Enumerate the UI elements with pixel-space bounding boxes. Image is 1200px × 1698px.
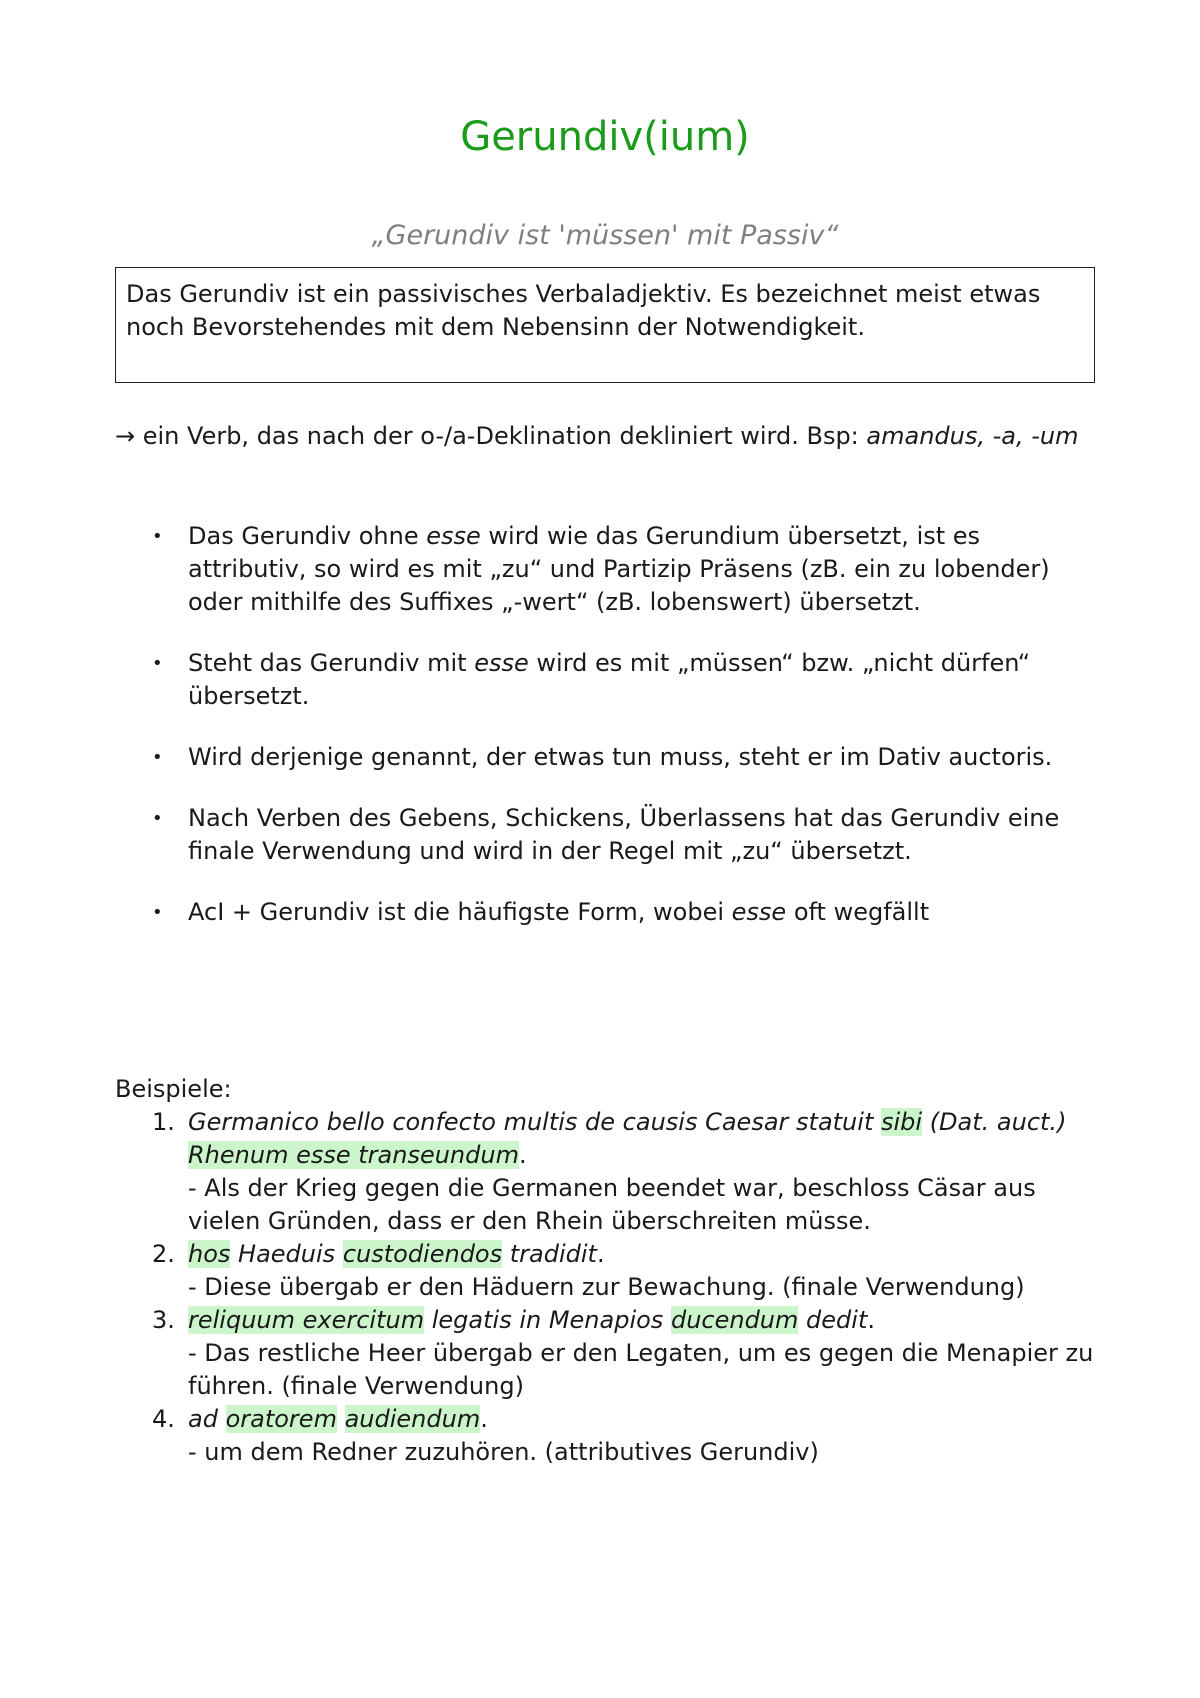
highlighted-term: custodiendos <box>342 1240 503 1268</box>
bullet-icon: • <box>152 902 163 923</box>
example-item <box>115 1403 1095 1469</box>
text-segment: tradidit <box>502 1240 597 1268</box>
example-number: 1. <box>152 1108 175 1136</box>
text-segment: oft wegfällt <box>786 898 930 926</box>
definition-text: Das Gerundiv ist ein passivisches Verbaladjektiv. Es bezeichnet meist etwas noch Bevorstehendes mit dem Nebensinn der Notwendigkeit. <box>126 280 1041 341</box>
text-segment: Steht das Gerundiv mit <box>188 649 475 677</box>
example-item <box>115 1238 1095 1304</box>
rule-item <box>115 520 1095 619</box>
example-number: 3. <box>152 1306 175 1334</box>
highlighted-term: ducendum <box>670 1306 799 1334</box>
rule-item <box>115 896 1095 929</box>
text-segment: esse <box>731 898 787 926</box>
text-segment: wird es mit „müssen“ bzw. „nicht dürfen“ übersetzt. <box>188 649 1031 710</box>
text-segment: esse <box>474 649 529 677</box>
examples-list <box>115 1106 1095 1469</box>
example-latin <box>188 1304 1095 1337</box>
text-segment: (Dat. auct.) <box>922 1108 1067 1136</box>
definition-box <box>115 267 1095 383</box>
text-segment: . <box>480 1405 488 1433</box>
example-latin <box>188 1403 1095 1436</box>
bullet-icon: • <box>152 808 163 829</box>
text-segment: ad <box>188 1405 226 1433</box>
text-segment: . <box>518 1141 527 1169</box>
text-segment: Nach Verben des Gebens, Schickens, Überlassens hat das Gerundiv eine finale Verwendung und wird in der Regel mit „zu“ übersetzt. <box>188 804 1060 865</box>
rule-item <box>115 802 1095 868</box>
bullet-icon: • <box>152 653 163 674</box>
highlighted-term: reliquum exercitum <box>188 1306 425 1334</box>
text-segment: esse <box>426 522 481 550</box>
bullet-icon: • <box>152 526 163 547</box>
text-segment: . <box>867 1306 875 1334</box>
arrow-icon: → <box>115 422 136 450</box>
example-number: 4. <box>152 1405 175 1433</box>
text-segment: Das Gerundiv ohne <box>188 522 427 550</box>
text-segment: legatis in Menapios <box>424 1306 671 1334</box>
text-segment: Wird derjenige genannt, der etwas tun muss, steht er im Dativ auctoris. <box>188 743 1053 771</box>
example-translation: - Als der Krieg gegen die Germanen beendet war, beschloss Cäsar aus vielen Gründen, dass er den Rhein überschreiten müsse. <box>188 1174 1036 1235</box>
page-title: Gerundiv(ium) <box>460 114 750 160</box>
example-latin <box>188 1238 1095 1271</box>
highlighted-term: audiendum <box>344 1405 481 1433</box>
text-segment: Haeduis <box>230 1240 343 1268</box>
bullet-icon: • <box>152 747 163 768</box>
text-segment: AcI + Gerundiv ist die häufigste Form, wobei <box>188 898 732 926</box>
page-subtitle: „Gerundiv ist 'müssen' mit Passiv“ <box>371 220 839 251</box>
example-number: 2. <box>152 1240 175 1268</box>
examples-heading: Beispiele: <box>115 1075 232 1103</box>
example-item <box>115 1304 1095 1403</box>
highlighted-term: hos <box>188 1240 231 1268</box>
text-segment: Germanico bello confecto multis de causis Caesar statuit <box>188 1108 881 1136</box>
rules-list <box>115 520 1095 957</box>
text-segment <box>337 1405 345 1433</box>
example-item <box>115 1106 1095 1238</box>
deklination-example: amandus, -a, -um <box>866 422 1079 450</box>
examples-section <box>115 1073 1095 1469</box>
text-segment: dedit <box>798 1306 868 1334</box>
deklination-paragraph <box>115 420 1095 453</box>
highlighted-term: oratorem <box>225 1405 337 1433</box>
example-translation: - Diese übergab er den Häduern zur Bewachung. (finale Verwendung) <box>188 1273 1025 1301</box>
example-translation: - um dem Redner zuzuhören. (attributives Gerundiv) <box>188 1438 819 1466</box>
example-latin <box>188 1106 1095 1172</box>
text-segment: wird wie das Gerundium übersetzt, ist es attributiv, so wird es mit „zu“ und Partizip Präsens (zB. ein zu lobender) oder mithilfe des Suffixes „-wert“ (zB. lobenswert) übersetzt. <box>188 522 1050 616</box>
rule-item <box>115 741 1095 774</box>
rule-item <box>115 647 1095 713</box>
example-translation: - Das restliche Heer übergab er den Legaten, um es gegen die Menapier zu führen. (finale Verwendung) <box>188 1339 1094 1400</box>
highlighted-term: sibi <box>880 1108 923 1136</box>
text-segment: . <box>596 1240 605 1268</box>
highlighted-term: Rhenum esse transeundum <box>188 1141 519 1169</box>
deklination-text: ein Verb, das nach der o-/a-Deklination dekliniert wird. Bsp: <box>135 422 867 450</box>
